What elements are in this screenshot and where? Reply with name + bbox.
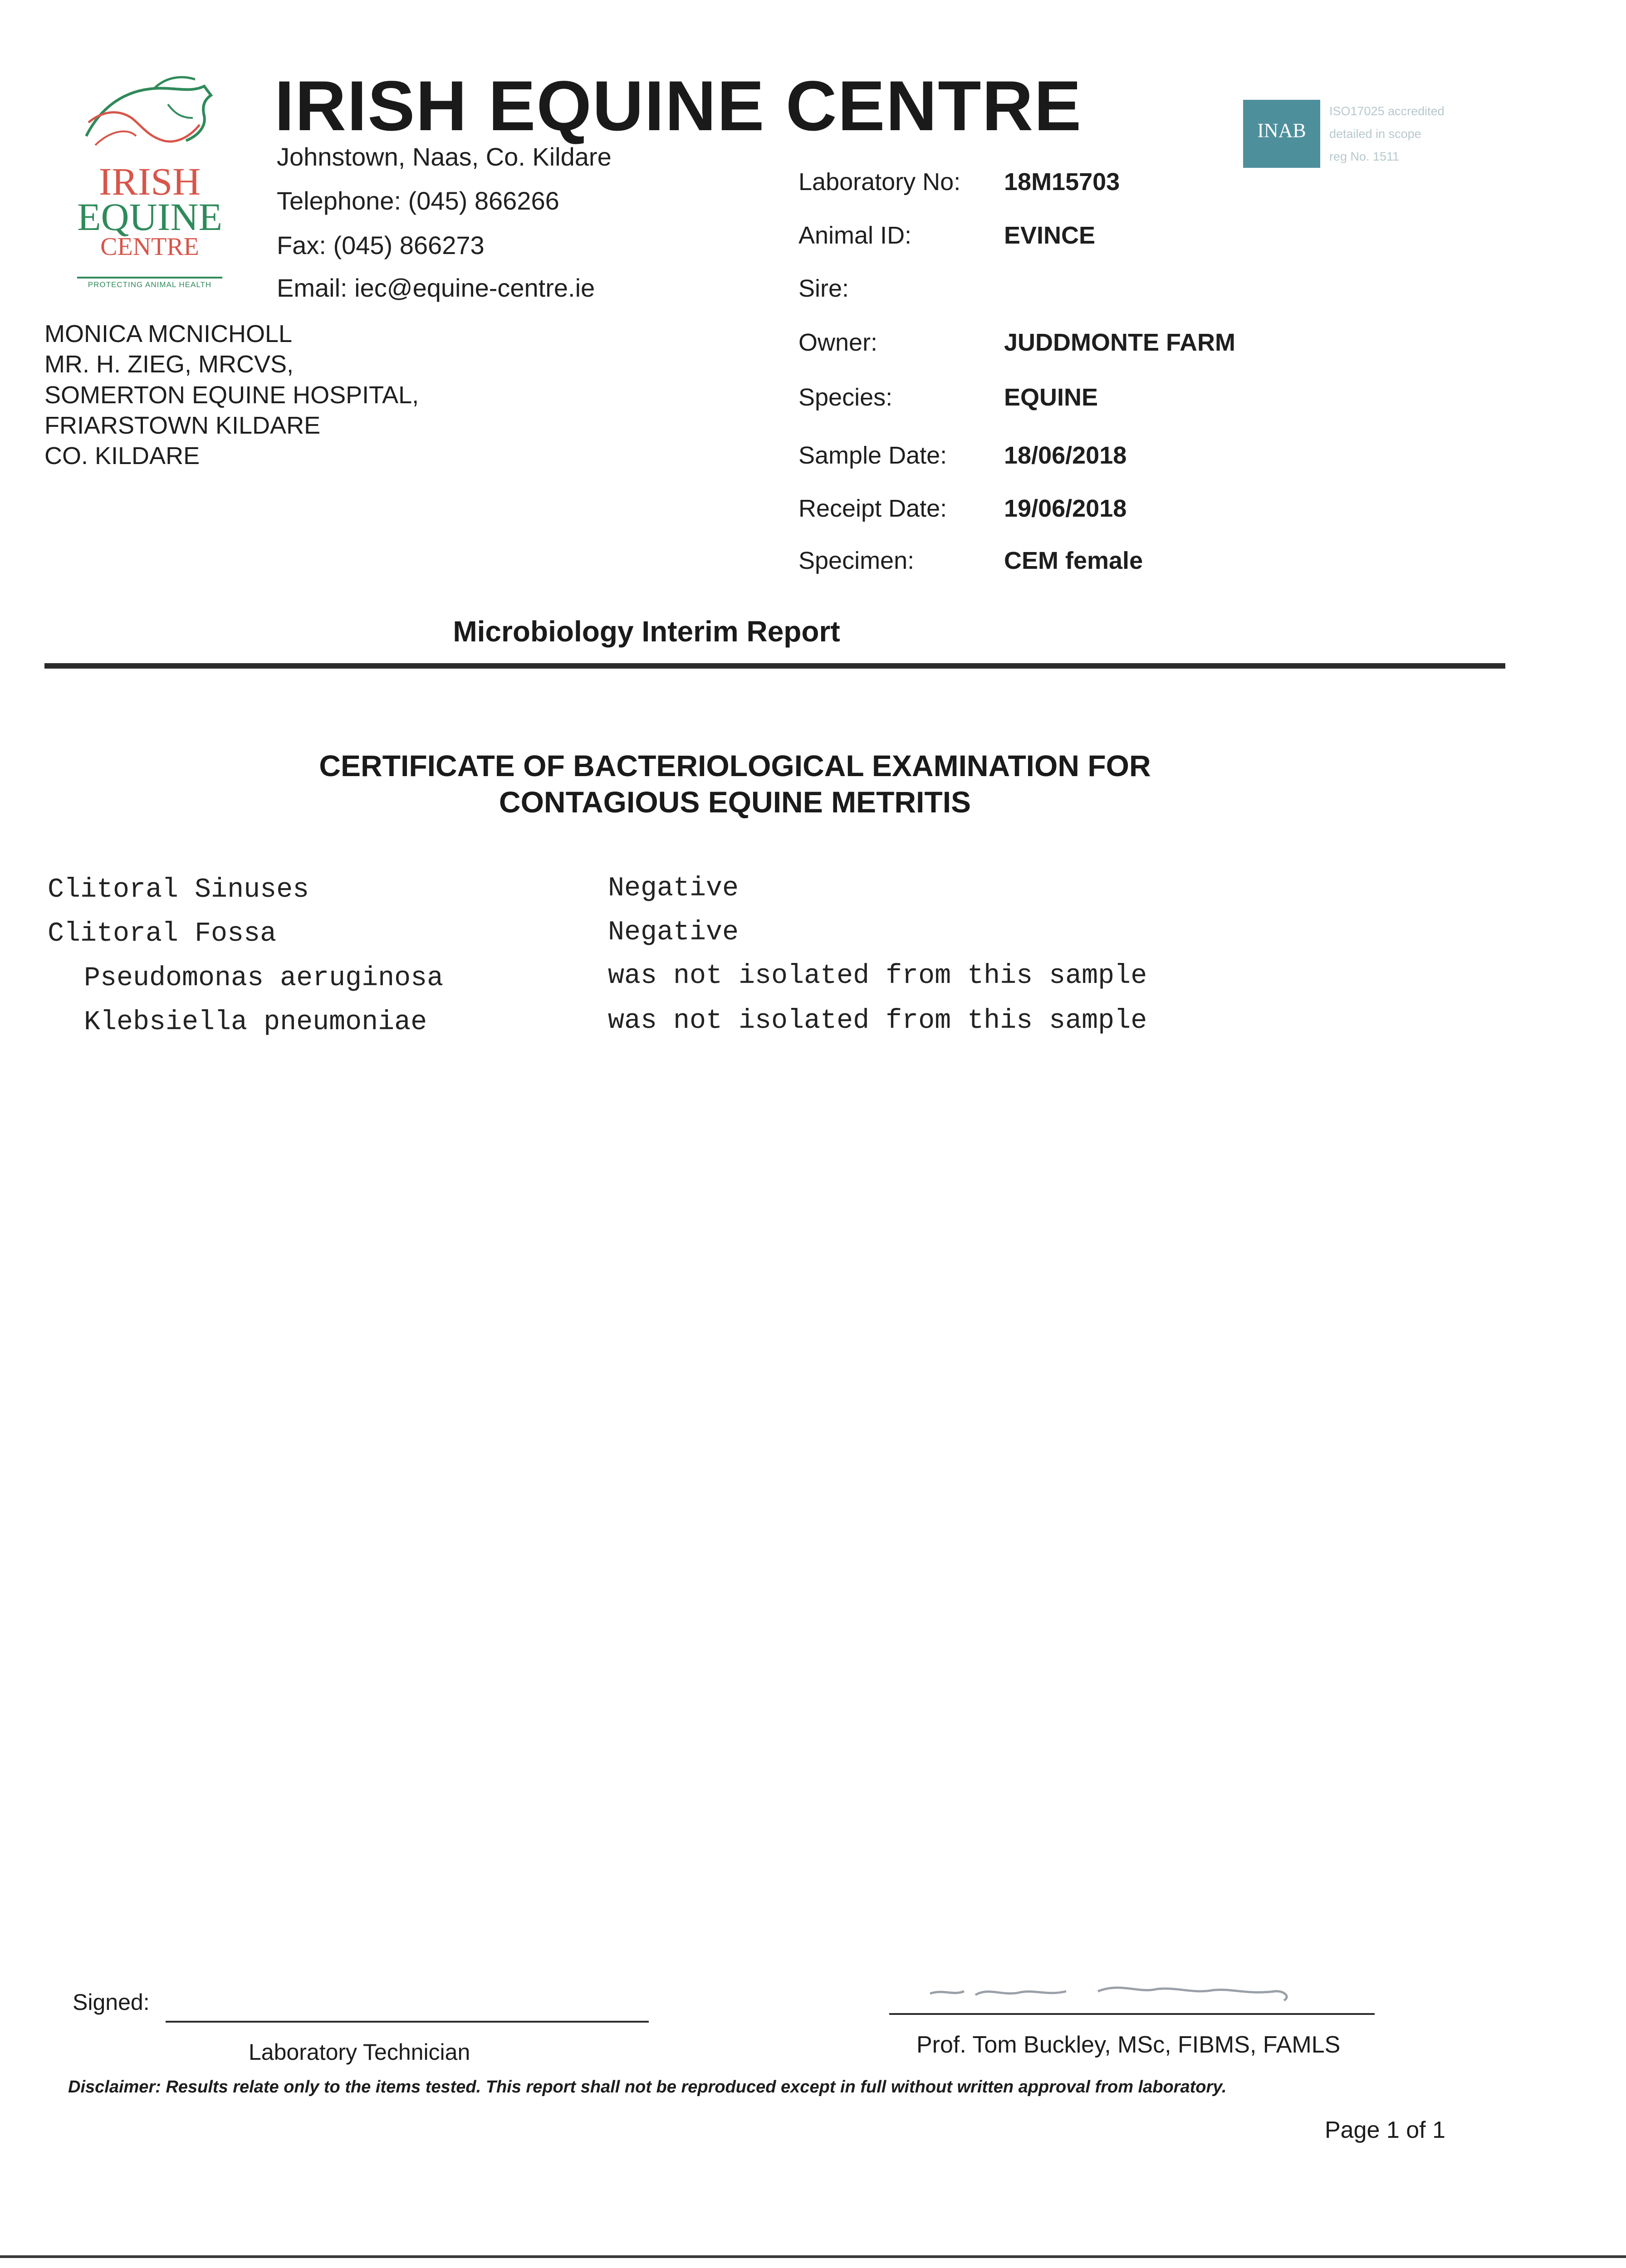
header-divider [44, 663, 1505, 669]
logo-tagline: PROTECTING ANIMAL HEALTH [88, 280, 212, 289]
certificate-heading-line1: CERTIFICATE OF BACTERIOLOGICAL EXAMINATION FOR [319, 749, 1151, 782]
page-title: IRISH EQUINE CENTRE [274, 67, 1082, 146]
result-item: Klebsiella pneumoniae [84, 1007, 427, 1038]
owner-label: Owner: [798, 329, 878, 356]
recipient-line: FRIARSTOWN KILDARE [44, 412, 321, 439]
logo-equine-text: EQUINE [77, 195, 223, 239]
specimen-label: Specimen: [798, 547, 915, 574]
specimen-value: CEM female [1004, 547, 1143, 574]
centre-address: Johnstown, Naas, Co. Kildare [277, 142, 612, 171]
recipient-line: CO. KILDARE [44, 442, 200, 469]
laboratory-no-label: Laboratory No: [798, 168, 961, 196]
certificate-heading-line2: CONTAGIOUS EQUINE METRITIS [499, 785, 971, 819]
sire-label: Sire: [798, 275, 849, 302]
species-value: EQUINE [1004, 384, 1098, 411]
centre-telephone: Telephone: (045) 866266 [277, 186, 559, 215]
horse-logo-icon [68, 68, 231, 163]
result-value: was not isolated from this sample [608, 961, 1147, 992]
technician-signature-line [166, 2021, 649, 2023]
sample-date-label: Sample Date: [798, 442, 947, 469]
logo-irish-text: IRISH [98, 160, 201, 203]
recipient-line: SOMERTON EQUINE HOSPITAL, [44, 381, 419, 409]
result-value: Negative [608, 873, 739, 904]
owner-value: JUDDMONTE FARM [1004, 329, 1235, 356]
page-number: Page 1 of 1 [1325, 2117, 1445, 2143]
handwritten-signature [885, 1969, 1338, 2009]
logo-divider [77, 277, 222, 279]
result-value: Negative [608, 917, 739, 948]
result-item: Pseudomonas aeruginosa [84, 963, 444, 994]
result-value: was not isolated from this sample [608, 1006, 1147, 1036]
recipient-line: MONICA MCNICHOLL [44, 320, 293, 347]
iso-scope-line: detailed in scope [1329, 127, 1421, 141]
receipt-date-label: Receipt Date: [798, 495, 947, 522]
species-label: Species: [798, 384, 893, 411]
logo-centre-text: CENTRE [100, 233, 199, 261]
inab-accreditation-badge [1243, 100, 1320, 168]
result-item: Clitoral Sinuses [48, 875, 309, 905]
page-bottom-edge [0, 2255, 1626, 2258]
sample-date-value: 18/06/2018 [1004, 442, 1127, 469]
animal-id-label: Animal ID: [798, 222, 912, 249]
signed-label: Signed: [73, 1989, 150, 2015]
inab-badge-text: INAB [1257, 119, 1306, 142]
recipient-line: MR. H. ZIEG, MRCVS, [44, 351, 294, 378]
animal-id-value: EVINCE [1004, 222, 1096, 249]
centre-fax: Fax: (045) 866273 [277, 231, 485, 259]
receipt-date-value: 19/06/2018 [1004, 495, 1127, 522]
iso-accreditation-line: ISO17025 accredited [1329, 104, 1445, 118]
centre-email: Email: iec@equine-centre.ie [277, 274, 595, 302]
result-item: Clitoral Fossa [48, 919, 277, 949]
report-title: Microbiology Interim Report [453, 615, 840, 648]
signatory-signature-line [889, 2013, 1375, 2015]
irish-equine-centre-logo [68, 68, 231, 289]
signatory-name: Prof. Tom Buckley, MSc, FIBMS, FAMLS [916, 2032, 1341, 2058]
laboratory-no-value: 18M15703 [1004, 168, 1120, 196]
laboratory-technician-label: Laboratory Technician [249, 2039, 470, 2065]
iso-reg-line: reg No. 1511 [1329, 150, 1400, 163]
disclaimer: Disclaimer: Results relate only to the items tested. This report shall not be reproduced except in full without written approval from laboratory. [68, 2077, 1227, 2097]
